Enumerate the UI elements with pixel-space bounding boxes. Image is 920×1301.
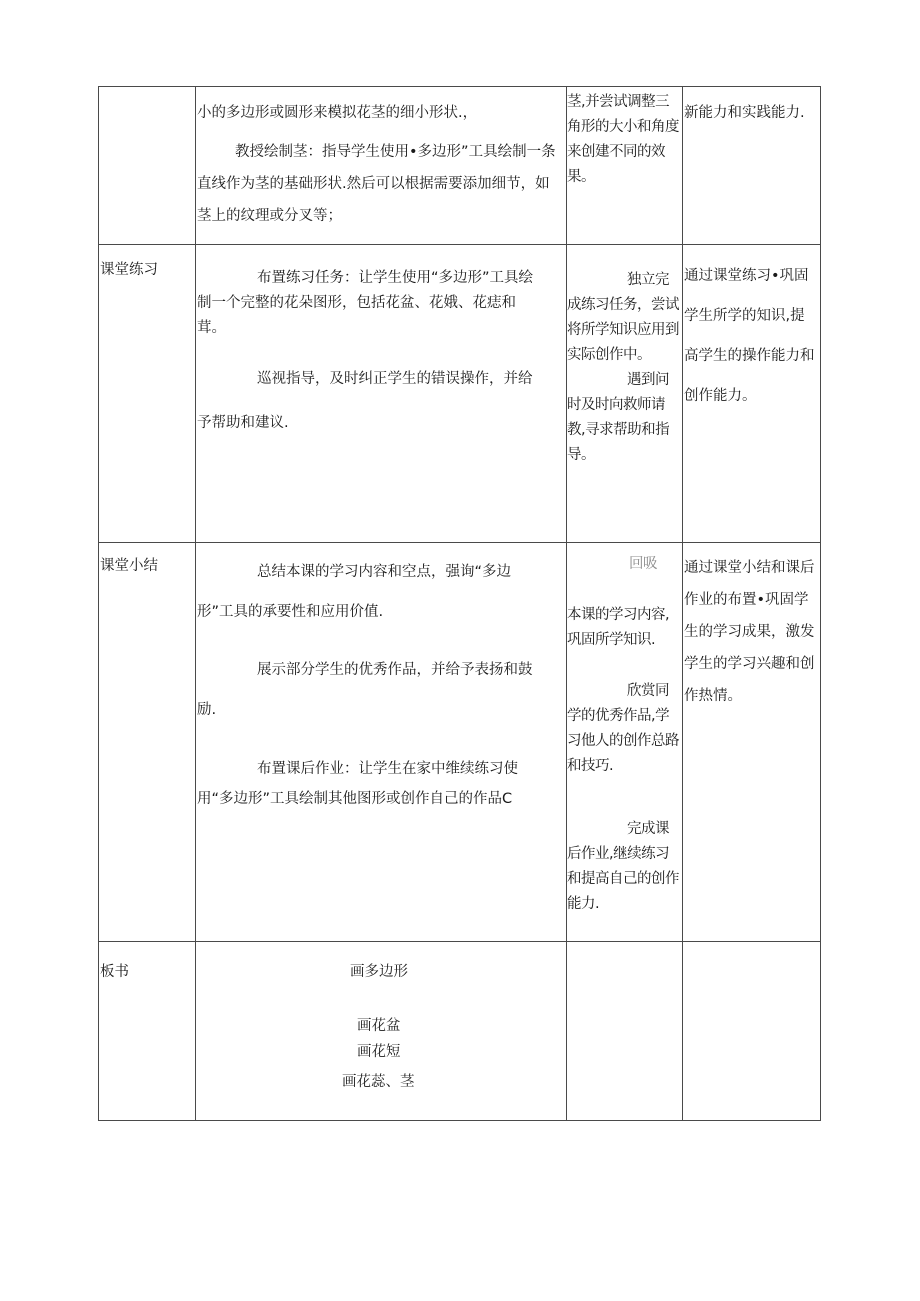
row3-student-p1: 回吸 — [629, 556, 657, 572]
row1-student-p1: 茎,并尝试调整三角形的大小和角度来创建不同的效果。 — [567, 94, 679, 185]
row2-content-p2: 巡视指导，及时纠正学生的错误操作，并给予帮助和建议. — [197, 371, 533, 431]
board-line-4: 画花蕊、茎 — [342, 1074, 415, 1090]
row2-label: 课堂练习 — [100, 262, 158, 278]
table-border-left — [98, 86, 99, 1121]
row-divider-2 — [98, 542, 821, 543]
col-divider-3 — [682, 86, 683, 1121]
row1-content — [197, 100, 563, 232]
row2-purpose-p1: 通过课堂练习•巩固学生所学的知识,提高学生的操作能力和创作能力。 — [684, 268, 815, 404]
row3-content — [197, 552, 543, 814]
row3-purpose — [684, 552, 818, 712]
row1-content-p2: 教授绘制茎：指导学生使用•多边形”工具绘制一条直线作为茎的基础形状.然后可以根据需要添加细节，如茎上的纹理或分叉等； — [197, 144, 556, 224]
row2-student — [567, 268, 681, 468]
row2-purpose — [684, 256, 818, 416]
col-divider-1 — [195, 86, 196, 1121]
row2-content-p1: 布置练习任务：让学生使用“多边形”工具绘制一个完整的花朵图形，包括花盆、花娥、花痣和茸。 — [197, 270, 534, 336]
row3-purpose-p1: 通过课堂小结和课后作业的布置•巩固学生的学习成果，激发学生的学习兴趣和创作热情。 — [684, 560, 815, 704]
board-line-1: 画多边形 — [350, 964, 408, 980]
row3-student-p2: 本课的学习内容,巩固所学知识. — [567, 607, 670, 648]
row1-purpose — [684, 100, 818, 126]
row1-purpose-p1: 新能力和实践能力. — [684, 105, 805, 121]
row2-student-p1: 独立完成练习任务，尝试将所学知识应用到实际创作中。 — [567, 272, 679, 363]
row3-student-p4: 完成课后作业,继续练习和提高自己的创作能力. — [567, 821, 679, 912]
row3-content-p2: 展示部分学生的优秀作品，并给予表扬和鼓励. — [197, 662, 533, 718]
table-border-top — [98, 86, 821, 87]
row2-content — [197, 266, 541, 445]
board-line-3: 画花短 — [357, 1044, 401, 1060]
table-border-right — [820, 86, 821, 1121]
row3-content-p1: 总结本课的学习内容和空点，强询“多边形”工具的承要性和应用价值. — [197, 564, 512, 620]
row4-label: 板书 — [100, 964, 129, 980]
row3-student — [567, 552, 681, 917]
table-border-bottom — [98, 1120, 821, 1121]
row1-content-p1: 小的多边形或圆形来模拟花茎的细小形状.， — [197, 105, 478, 121]
row-divider-3 — [98, 941, 821, 942]
board-line-2: 画花盆 — [357, 1018, 401, 1034]
row3-content-p3: 布置课后作业：让学生在家中维续练习使用“多边形”工具绘制其他图形或创作自己的作品C — [197, 761, 518, 807]
row3-student-p3: 欣赏同学的优秀作品,学习他人的创作总路和技巧. — [567, 683, 679, 774]
row2-student-p2: 遇到问时及时向救师请教,寻求帮助和指导。 — [567, 372, 670, 463]
row-divider-1 — [98, 244, 821, 245]
row1-student — [567, 90, 681, 190]
row3-label: 课堂小结 — [100, 558, 158, 574]
